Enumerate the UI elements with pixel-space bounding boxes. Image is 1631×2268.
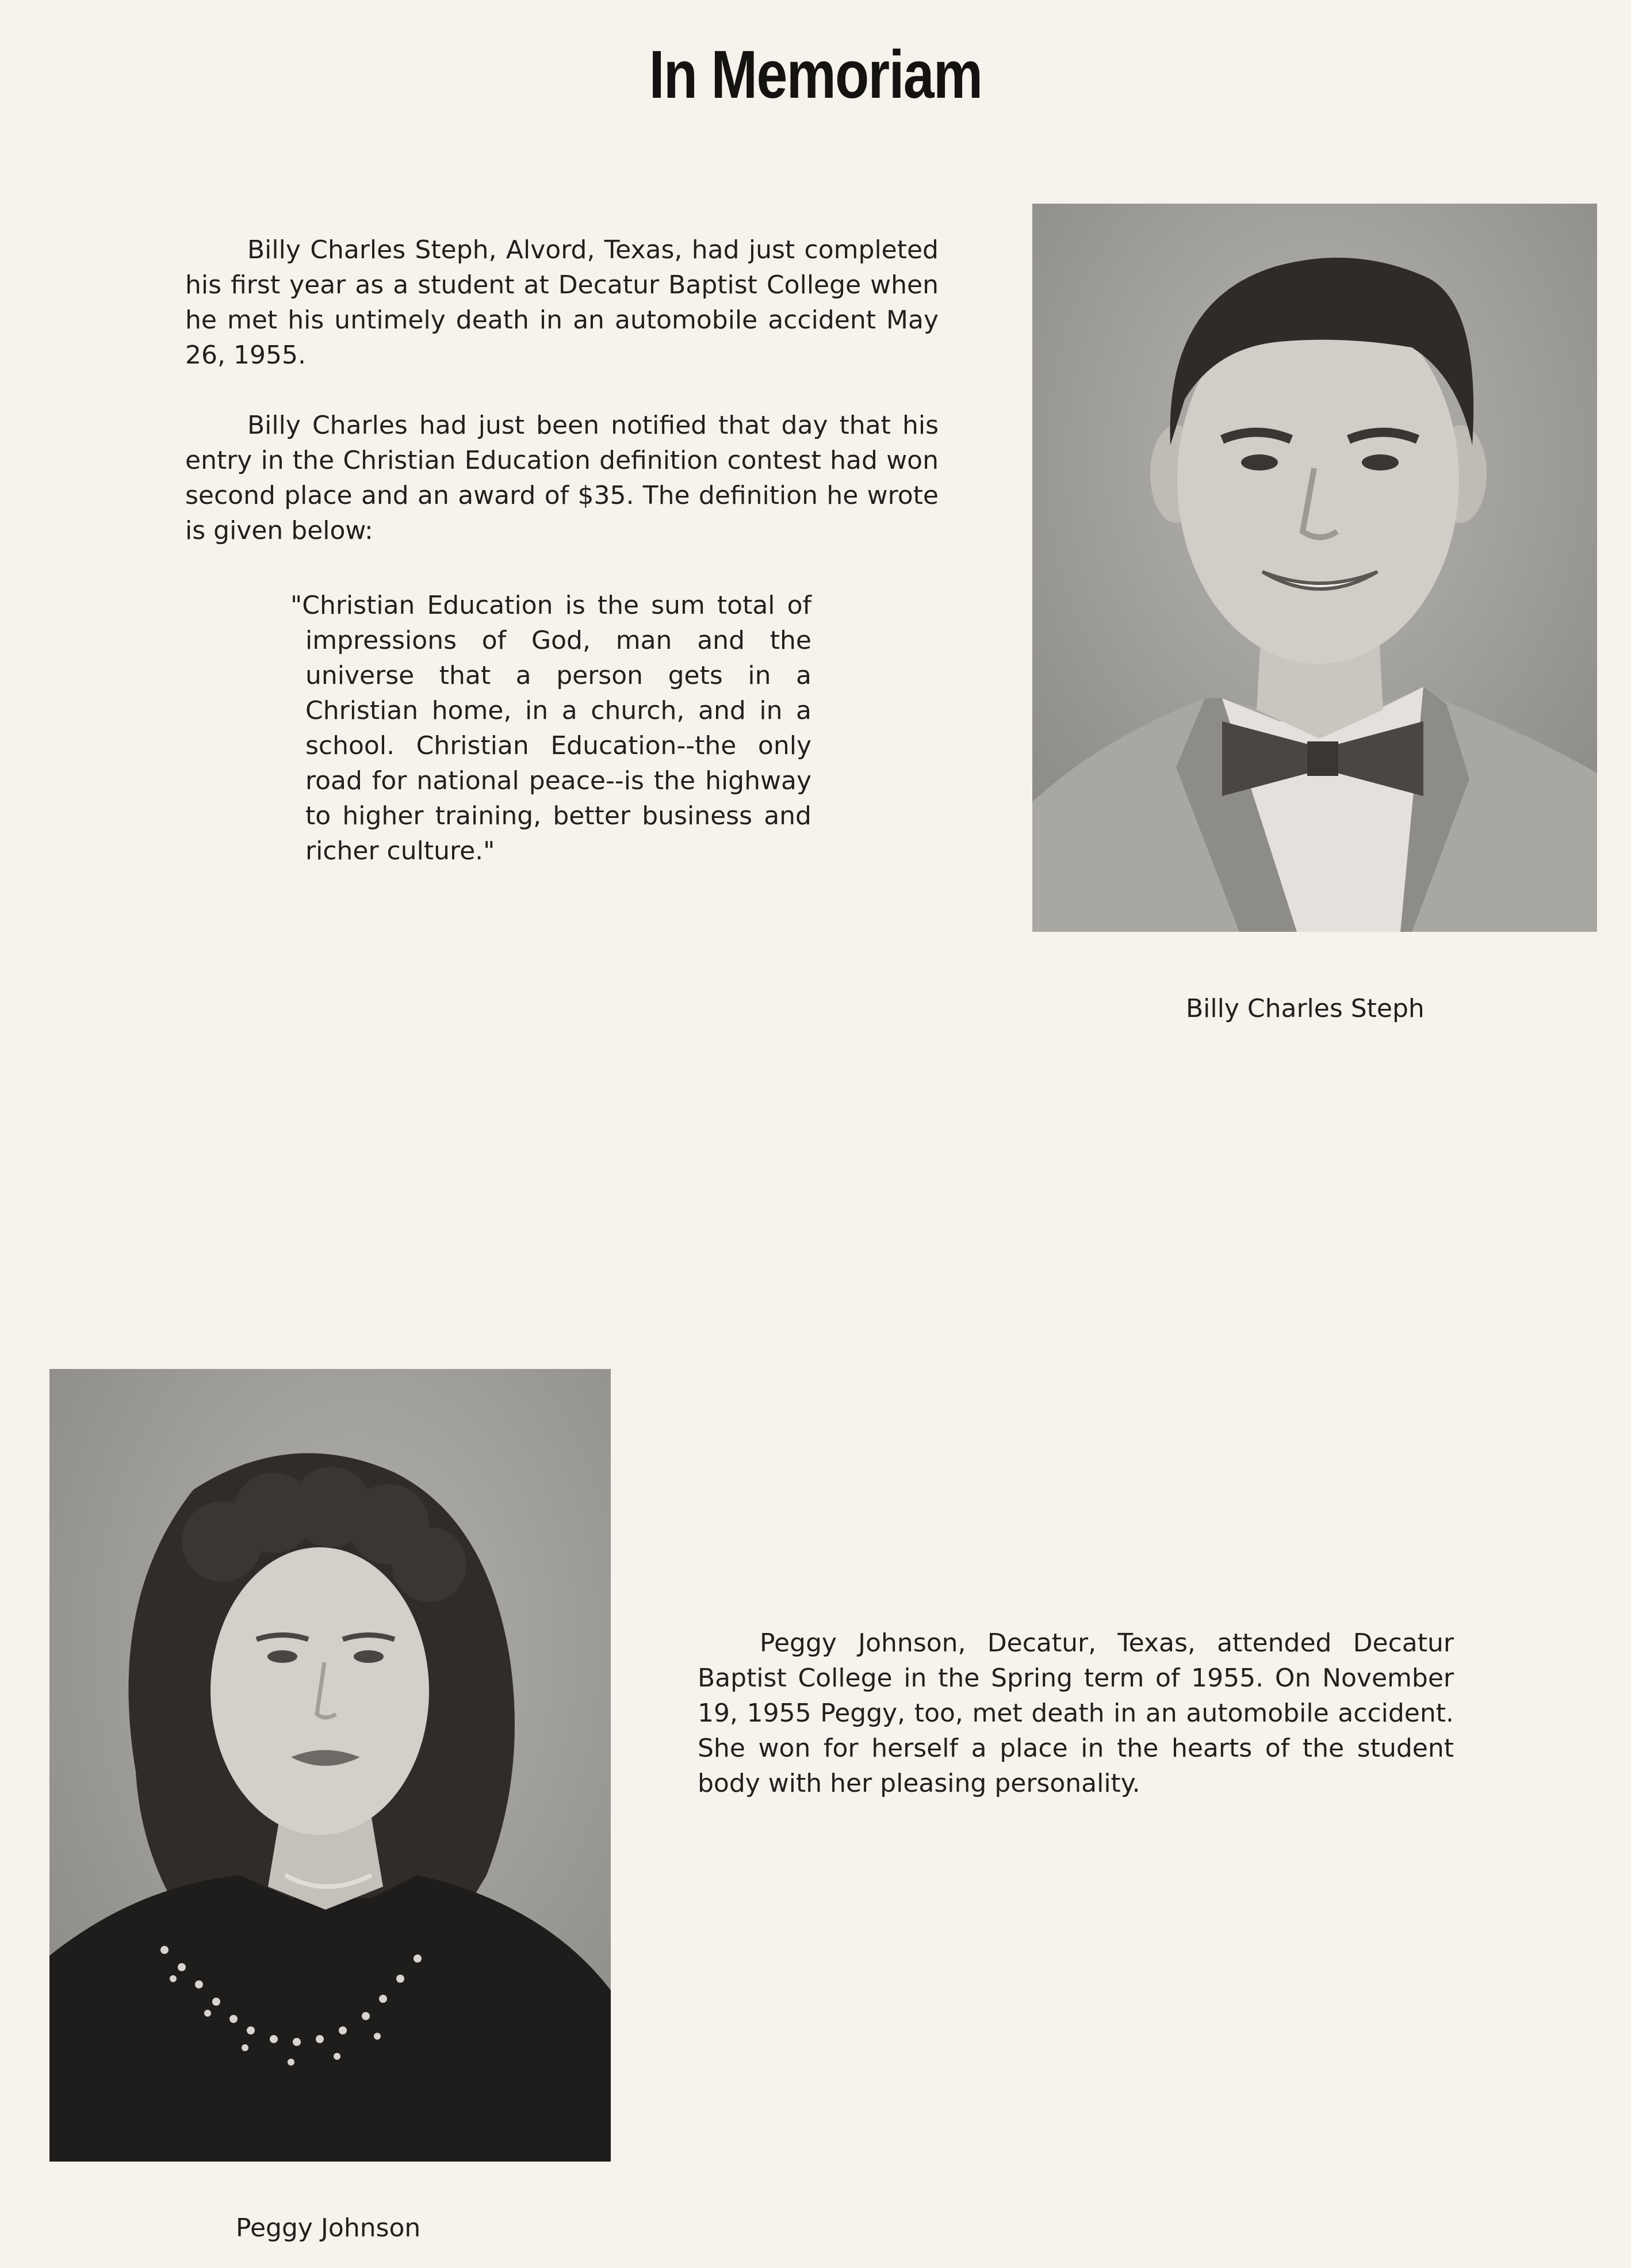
billy-caption: Billy Charles Steph [1186,994,1425,1023]
christian-education-quote: "Christian Education is the sum total of impressions of God, man and the universe that a person gets in a Christian home, in a church, and in a school. Christian Education--the only road for national peace--is the highway to higher training, better business and richer culture." [290,591,811,866]
billy-paragraph-2: Billy Charles had just been notified that day that his entry in the Christian Education definition contest had won second place and an award of $35. The definition he wrote is given below: [185,411,939,545]
billy-paragraph-1: Billy Charles Steph, Alvord, Texas, had just completed his first year as a student at Decatur Baptist College when he met his untimely death in an automobile accident May 26, 1955. [185,235,939,370]
peggy-paragraph: Peggy Johnson, Decatur, Texas, attended Decatur Baptist College in the Spring term of 1955. On November 19, 1955 Peggy, too, met death in an automobile accident. She won for herself a place in the hearts of the student body with her pleasing personality. [698,1628,1454,1798]
peggy-portrait-image [49,1369,611,2162]
billy-portrait-photo [1032,204,1597,932]
peggy-memorial-text [698,1626,1454,1801]
billy-portrait-image [1032,204,1597,932]
peggy-portrait-photo [49,1369,611,2162]
peggy-caption: Peggy Johnson [236,2213,421,2243]
page-title: In Memoriam [649,37,982,113]
billy-memorial-text [185,232,939,548]
